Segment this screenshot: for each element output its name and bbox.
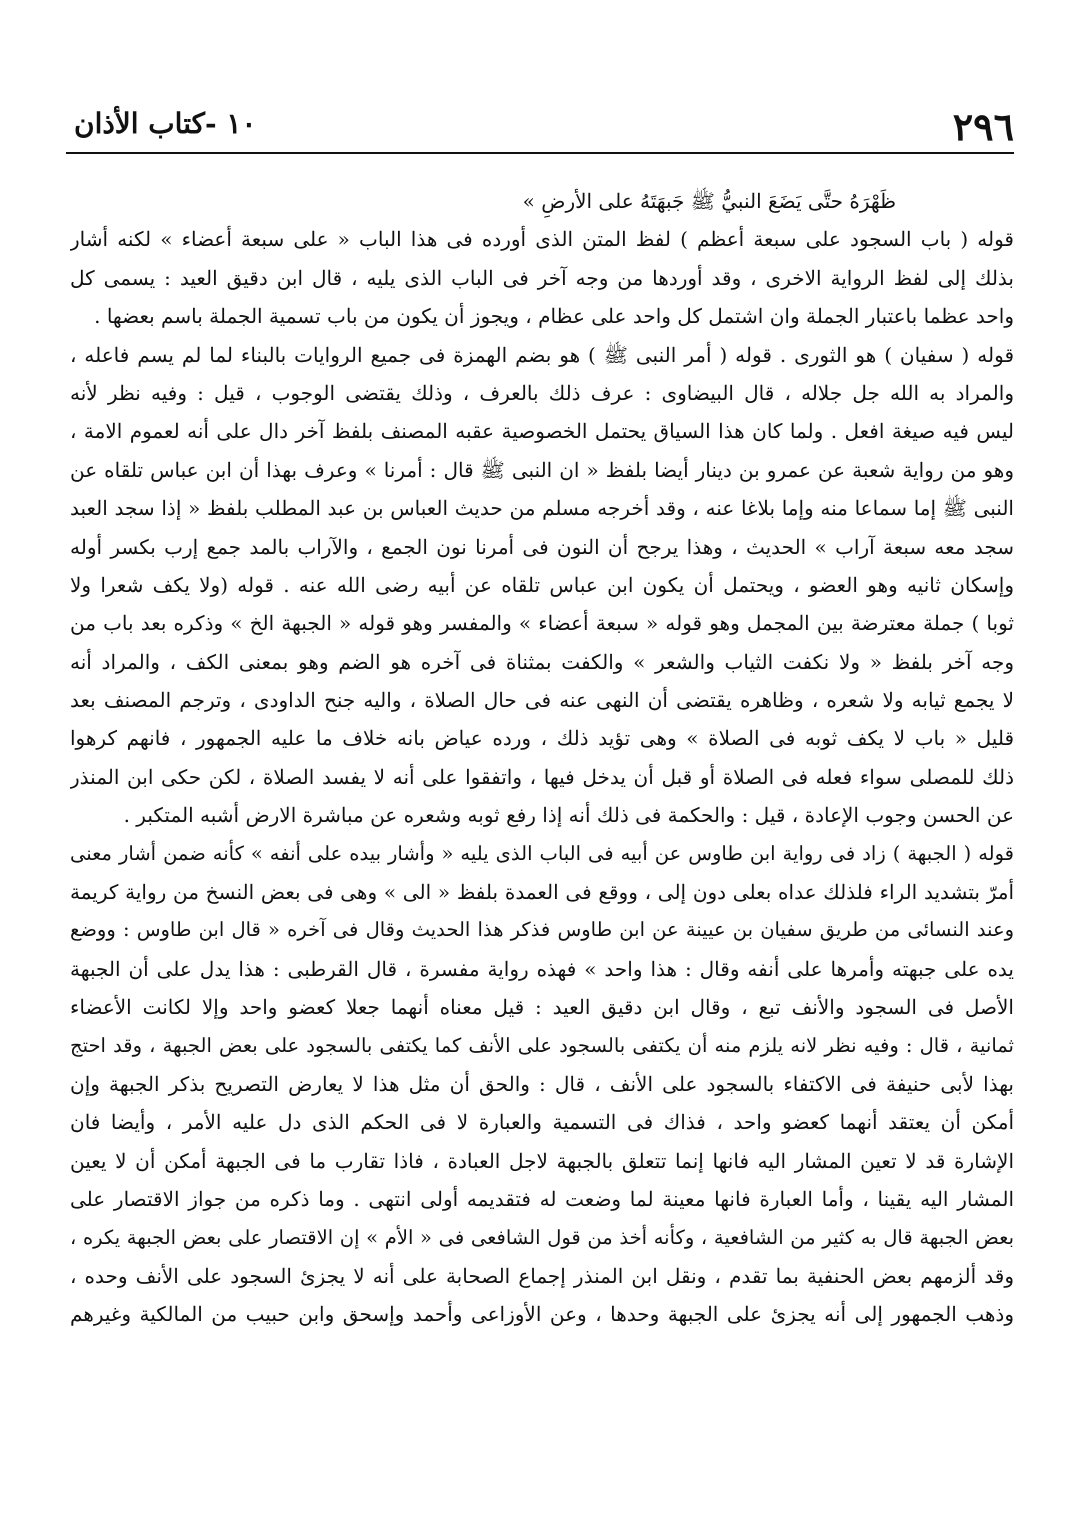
- text-line: قوله ( باب السجود على سبعة أعظم ) لفظ المتن الذى أورده فى هذا الباب « على سبعة أعضاء » لكنه أشار: [70, 227, 1014, 252]
- text-line: لا يجمع ثيابه ولا شعره ، وظاهره يقتضى أن النهى عنه فى حال الصلاة ، واليه جنح الداودى ، وترجم المصنف بعد: [70, 688, 1014, 713]
- text-line: وجه آخر بلفظ « ولا نكفت الثياب والشعر » والكفت بمثناة فى آخره هو الضم وهو بمعنى الكف ، والمراد أنه: [70, 649, 1014, 674]
- text-line: سجد معه سبعة آراب » الحديث ، وهذا يرجح أن النون فى أمرنا نون الجمع ، والآراب بالمد جمع إرب بكسر أوله: [70, 534, 1014, 559]
- header-divider: [66, 152, 1014, 154]
- text-line: المشار اليه يقينا ، وأما العبارة فانها معينة لما وضعت له فتقديمه أولى انتهى . وما ذكره من جواز الاقتصار على: [70, 1187, 1014, 1212]
- text-line: وهو من رواية شعبة عن عمرو بن دينار أيضا بلفظ « ان النبى ﷺ قال : أمرنا » وعرف بهذا أن ابن عباس تلقاه عن: [70, 457, 1014, 482]
- text-line: بعض الجبهة قال به كثير من الشافعية ، وكأنه أخذ من قول الشافعى فى « الأم » إن الاقتصار على بعض الجبهة يكره ،: [70, 1225, 1014, 1249]
- text-line: قليل « باب لا يكف ثوبه فى الصلاة » وهى تؤيد ذلك ، ورده عياض بانه خلاف ما عليه الجمهور ، فانهم كرهوا: [70, 726, 1014, 751]
- chapter-title: ١٠ -كتاب الأذان: [74, 107, 257, 140]
- text-line: وعند النسائى من طريق سفيان بن عيينة عن ابن طاوس فذكر هذا الحديث وقال فى آخره « قال ابن طاوس : ووضع: [70, 918, 1014, 942]
- text-line: أمرّ بتشديد الراء فلذلك عداه بعلى دون إلى ، ووقع فى العمدة بلفظ « الى » وهى فى بعض النسخ من رواية كريمة: [70, 880, 1014, 905]
- text-line: بذلك إلى لفظ الرواية الاخرى ، وقد أوردها من وجه آخر فى الباب الذى يليه ، قال ابن دقيق العيد : يسمى كل: [70, 265, 1014, 290]
- page: [70, 90, 1014, 1518]
- text-line: واحد عظما باعتبار الجملة وان اشتمل كل واحد على عظام ، ويجوز أن يكون من باب تسمية الجملة باسم بعضها .: [94, 304, 1014, 329]
- text-line: الأصل فى السجود والأنف تبع ، وقال ابن دقيق العيد : قيل معناه أنهما جعلا كعضو واحد وإلا لكانت الأعضاء: [70, 995, 1014, 1020]
- text-line: ذلك للمصلى سواء فعله فى الصلاة أو قبل أن يدخل فيها ، واتفقوا على أنه لا يفسد الصلاة ، لكن حكى ابن المنذر: [70, 764, 1014, 789]
- page-number: ٢٩٦: [952, 104, 1014, 149]
- text-line: قوله ( سفيان ) هو الثورى . قوله ( أمر النبى ﷺ ) هو بضم الهمزة فى جميع الروايات بالبناء لما لم يسم فاعله ،: [70, 342, 1014, 367]
- text-line: ثمانية ، قال : وفيه نظر لانه يلزم منه أن يكتفى بالسجود على الأنف كما يكتفى بالسجود على بعض الجبهة ، وقد احتج: [70, 1033, 1014, 1057]
- text-line: يده على جبهته وأمرها على أنفه وقال : هذا واحد » فهذه رواية مفسرة ، قال القرطبى : هذا يدل على أن الجبهة: [70, 956, 1014, 981]
- text-line: ثوبا ) جملة معترضة بين المجمل وهو قوله « سبعة أعضاء » والمفسر وهو قوله « الجبهة الخ » وذكره بعد باب من: [70, 611, 1014, 636]
- running-head: [70, 90, 1014, 150]
- text-line: عن الحسن وجوب الإعادة ، قيل : والحكمة فى ذلك أنه إذا رفع ثوبه وشعره عن مباشرة الارض أشبه المتكبر .: [123, 803, 1014, 828]
- text-line: ليس فيه صيغة افعل . ولما كان هذا السياق يحتمل الخصوصية عقبه المصنف بلفظ آخر دال على أنه لعموم الامة ،: [70, 419, 1014, 444]
- text-line: قوله ( الجبهة ) زاد فى رواية ابن طاوس عن أبيه فى الباب الذى يليه « وأشار بيده على أنفه » كأنه ضمن أشار معنى: [70, 841, 1014, 865]
- commentary-text: [70, 182, 1014, 1334]
- text-line: وإسكان ثانيه وهو العضو ، ويحتمل أن يكون ابن عباس تلقاه عن أبيه رضى الله عنه . قوله (ولا يكف شعرا ولا: [70, 572, 1014, 597]
- text-line: ظَهْرَهُ حتَّى يَضَعَ النبيُّ ﷺ جَبهَتَهُ على الأرضِ »: [522, 189, 896, 213]
- text-line: وذهب الجمهور إلى أنه يجزئ على الجبهة وحدها ، وعن الأوزاعى وأحمد وإسحق وابن حبيب من المالكية وغيرهم: [70, 1302, 1014, 1327]
- text-line: بهذا لأبى حنيفة فى الاكتفاء بالسجود على الأنف ، قال : والحق أن مثل هذا لا يعارض التصريح بذكر الجبهة وإن: [70, 1071, 1014, 1096]
- text-line: النبى ﷺ إما سماعا منه وإما بلاغا عنه ، وقد أخرجه مسلم من حديث العباس بن عبد المطلب بلفظ « إذا سجد العبد: [70, 496, 1014, 521]
- text-line: الإشارة قد لا تعين المشار اليه فانها إنما تتعلق بالجبهة لاجل العبادة ، فاذا تقارب ما فى الجبهة أمكن أن لا يعين: [70, 1148, 1014, 1173]
- text-line: أمكن أن يعتقد أنهما كعضو واحد ، فذاك فى التسمية والعبارة لا فى الحكم الذى دل عليه الأمر ، وأيضا فان: [70, 1110, 1014, 1135]
- text-line: وقد ألزمهم بعض الحنفية بما تقدم ، ونقل ابن المنذر إجماع الصحابة على أنه لا يجزئ السجود على الأنف وحده ،: [70, 1263, 1014, 1288]
- text-line: والمراد به الله جل جلاله ، قال البيضاوى : عرف ذلك بالعرف ، وذلك يقتضى الوجوب ، قيل : وفيه نظر لأنه: [70, 380, 1014, 405]
